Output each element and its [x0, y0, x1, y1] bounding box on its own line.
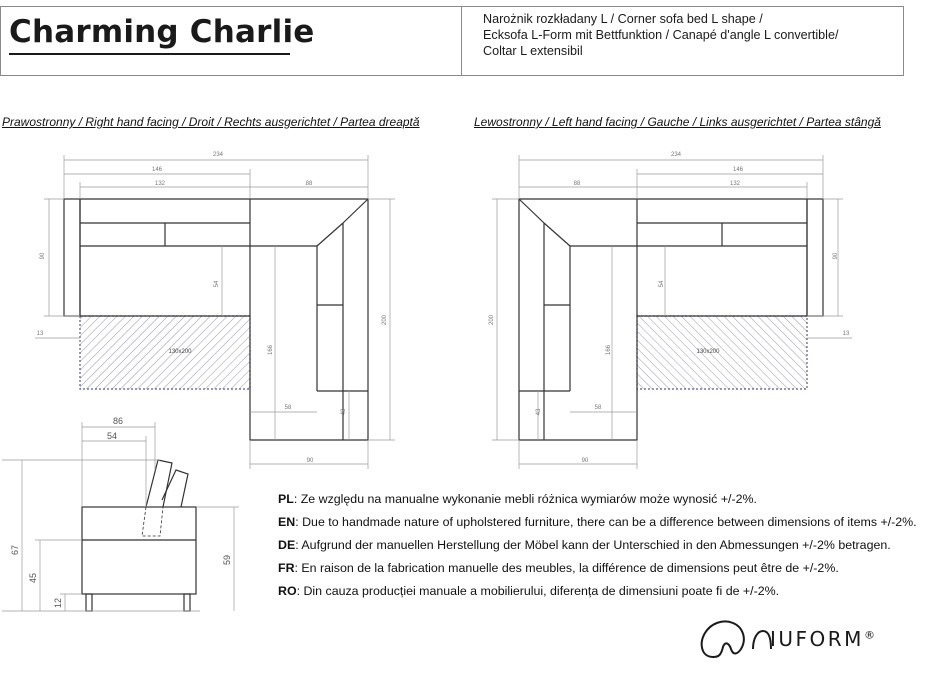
note-ro: RO: Din cauza producției manuale a mobilierului, diferența de dimensiuni poate fi de +/-2%.: [278, 584, 780, 598]
dim-label: 88: [573, 181, 581, 187]
dim-label: 54: [214, 280, 220, 288]
dim-label: 90: [40, 252, 46, 260]
note-en: EN: Due to handmade nature of upholstered furniture, there can be a difference between dimensions of items +/-2%.: [278, 515, 917, 529]
dim-label: 88: [305, 181, 313, 187]
dim-label: 146: [151, 167, 163, 173]
note-de: DE: Aufgrund der manuellen Herstellung der Möbel kann der Unterschied in den Abmessungen +/-2% betragen.: [278, 538, 891, 552]
dim-label: 200: [382, 314, 388, 326]
leg: [86, 594, 92, 611]
dim-label: 59: [222, 554, 232, 566]
sofa-body: [82, 507, 196, 594]
dim-label: 234: [670, 152, 682, 158]
subtitle-line: Ecksofa L-Form mit Bettfunktion / Canapé d'angle L convertible/: [483, 28, 839, 42]
dim-label: 90: [833, 252, 839, 260]
dim-label: 45: [28, 572, 38, 584]
dim-label: 13: [842, 331, 850, 337]
side-view-dim-labels: [10, 416, 232, 608]
dim-label: 86: [112, 416, 124, 426]
dim-label: 234: [212, 152, 224, 158]
dim-label: 90: [581, 458, 589, 464]
dim-label: 54: [106, 431, 118, 441]
leg: [184, 594, 190, 611]
dim-label: 43: [536, 408, 542, 416]
armrest: [64, 199, 80, 316]
dim-label: 58: [594, 405, 602, 411]
side-view: [82, 460, 196, 611]
subtitle-line: Coltar L extensibil: [483, 44, 583, 58]
product-title: Charming Charlie: [9, 14, 315, 50]
bed-size-label: 130x200: [696, 349, 720, 355]
right-hand-heading: Prawostronny / Right hand facing / Droit / Rechts ausgerichtet / Partea dreaptă: [2, 115, 420, 129]
subtitle-line: Narożnik rozkładany L / Corner sofa bed L shape /: [483, 12, 763, 26]
dim-label: 166: [268, 344, 274, 356]
dim-label: 58: [284, 405, 292, 411]
bed-extension: [80, 316, 250, 389]
dim-label: 132: [729, 181, 741, 187]
left-hand-heading: Lewostronny / Left hand facing / Gauche / Links ausgerichtet / Partea stângă: [474, 115, 881, 129]
note-pl: PL: Ze względu na manualne wykonanie mebli różnica wymiarów może wynosić +/-2%.: [278, 492, 757, 506]
dim-label: 90: [306, 458, 314, 464]
dim-label: 43: [341, 408, 347, 416]
backrest-cushion: [162, 470, 188, 507]
left-hand-dimensions: [492, 155, 852, 469]
left-hand-plan: [519, 199, 823, 440]
armrest: [807, 199, 823, 316]
dim-label: 200: [489, 314, 495, 326]
bed-extension: [637, 316, 807, 389]
dim-label: 54: [659, 280, 665, 288]
note-fr: FR: En raison de la fabrication manuelle des meubles, la différence de dimensions peut être de +/-2%.: [278, 561, 839, 575]
dim-label: 166: [606, 344, 612, 356]
right-hand-dimensions: [35, 155, 395, 469]
dim-label: 67: [10, 544, 20, 556]
dim-label: 146: [732, 167, 744, 173]
right-hand-plan: [64, 199, 368, 440]
backrest-cushion: [146, 460, 172, 507]
brand-name: IUFORM®: [770, 627, 875, 651]
bed-size-label: 130x200: [168, 349, 192, 355]
tolerance-notes: [278, 488, 917, 603]
dim-label: 12: [53, 597, 63, 609]
dim-label: 132: [154, 181, 166, 187]
dim-label: 13: [36, 331, 44, 337]
